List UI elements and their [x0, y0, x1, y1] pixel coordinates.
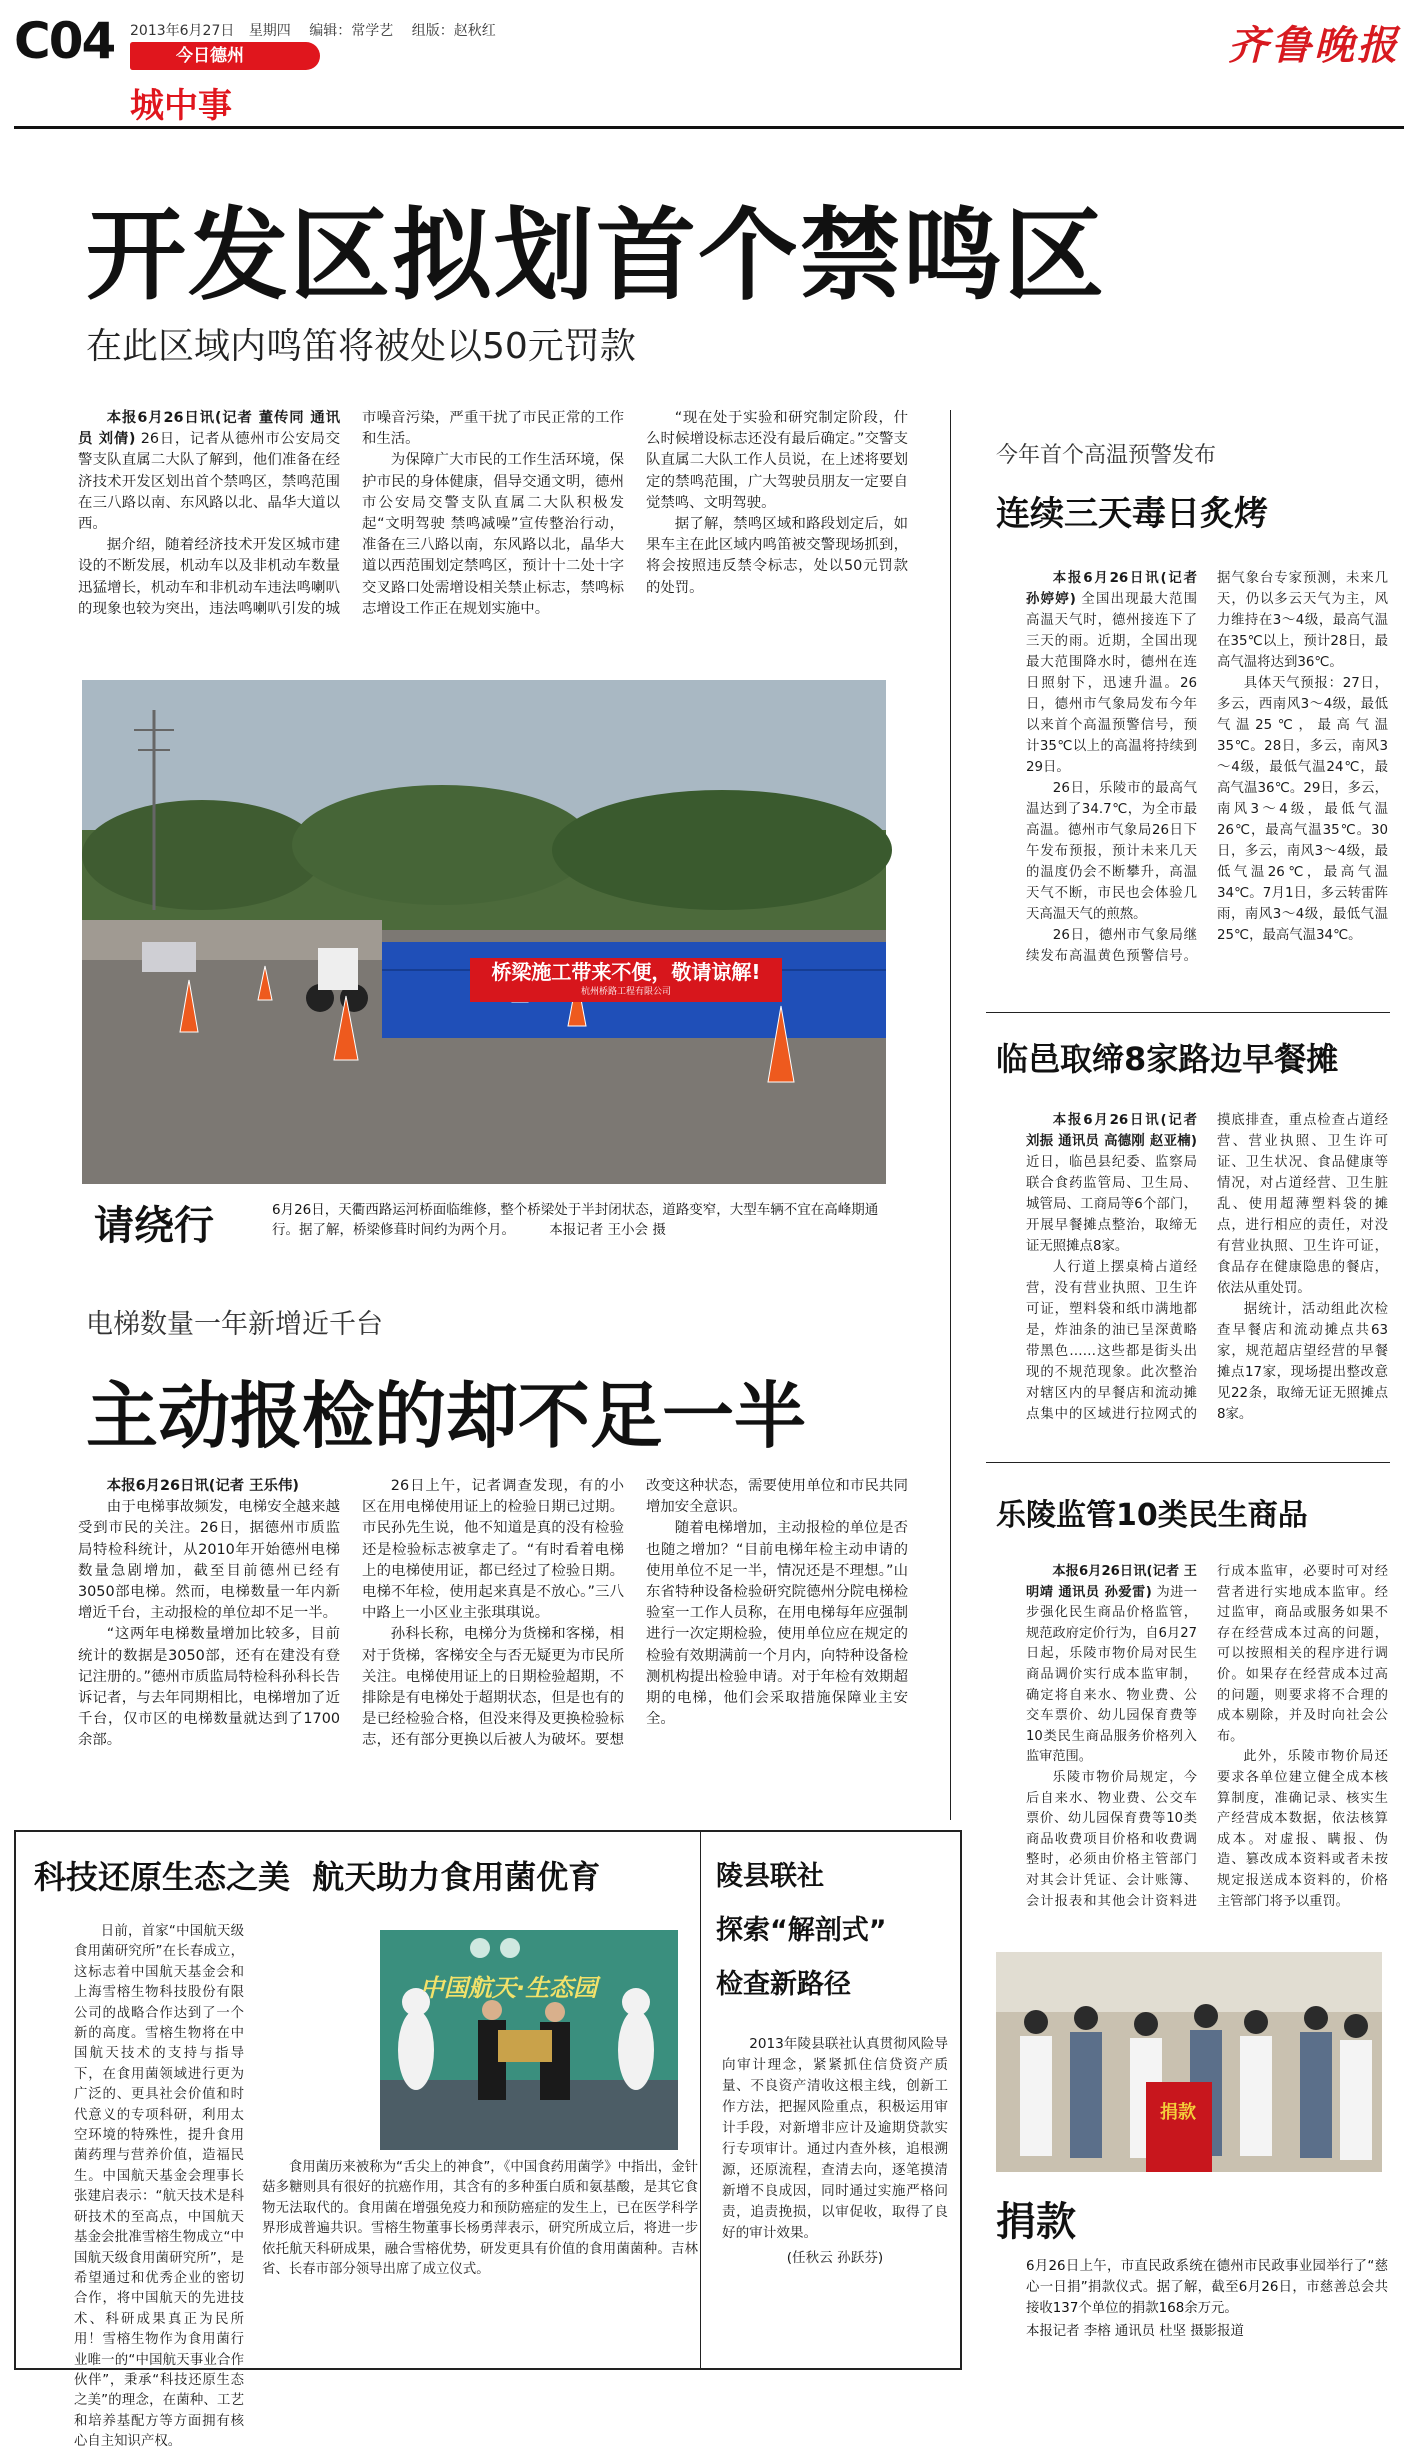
section-title: 城中事 [130, 86, 232, 126]
lingxian-headline-line: 检查新路径 [716, 1969, 851, 2000]
donation-caption-block [1026, 2256, 1388, 2342]
space-body-col1 [74, 1922, 244, 2450]
breakfast-paragraph: 近日，临邑县纪委、监察局联合食药监管局、卫生局、城管局、工商局等6个部门，开展早餐摊点整治，取缔无证无照摊点8家。 [1026, 1155, 1197, 1254]
leling-paragraph: 此外，乐陵市物价局还要求各单位建立健全成本核算制度，准确记录、核实生产经营成本数据，依法核算成本。对虚报、瞒报、伪造、篡改成本资料或者未按规定报送成本资料的，价格主管部门将予以重罚。 [1217, 1749, 1388, 1909]
road-photo-scene [82, 680, 886, 1184]
masthead: 齐鲁晚报 [1228, 22, 1400, 69]
layout-editor: 组版：赵秋红 [411, 23, 496, 39]
lead-paragraph: “现在处于实验和研究制定阶段，什么时候增设标志还没有最后确定。”交警支队直属二大队工作人员说，在上述将要划定的禁鸣范围，广大驾驶员朋友一定要自觉禁鸣、文明驾驶。 [646, 410, 908, 511]
elevator-paragraph: 孙科长称，电梯分为货梯和客梯，相对于货梯，客梯安全与否无疑更为市民所关注。电梯使用证上的日期检验超期，不排除是有电梯处于超期状态，但是也有的是已经检验合格，但没来得及更换检验标志，还有部分更换以后被人为破坏。要想改变这种状态，需要使用单位和市民共同增加安全意识。 [362, 1478, 908, 1749]
heat-paragraph: 具体天气预报：27日，多云，西南风3～4级，最低气温25℃，最高气温35℃。28日，多云，南风3～4级，最低气温24℃，最高气温36℃。29日，多云，南风3～4级，最低气温26℃，最高气温35℃。30日，多云，南风3～4级，最低气温26℃，最高气温34℃。7月1日，多云转雷阵雨，南风3～4级，最低气温25℃，最高气温34℃。 [1217, 676, 1388, 943]
header-meta [130, 20, 496, 40]
lead-paragraph: 据了解，禁鸣区域和路段划定后，如果车主在此区域内鸣笛被交警现场抓到，将会按照违反禁令标志，处以50元罚款的处罚。 [646, 516, 908, 596]
elevator-paragraph: 由于电梯事故频发，电梯安全越来越受到市民的关注。26日，据德州市质监局特检科统计，从2010年开始德州电梯数量急剧增加，截至目前德州已经有3050部电梯。然而，电梯数量一年内新增近千台，主动报检的单位却不足一半。 [78, 1499, 340, 1622]
breakfast-byline: 本报6月26日讯(记者 刘振 通讯员 高德刚 赵亚楠) [1026, 1113, 1197, 1149]
donation-credit: 本报记者 李榕 通讯员 杜坚 摄影报道 [1026, 2324, 1244, 2339]
section-tag-label: 今日德州 [176, 46, 244, 66]
breakfast-headline: 临邑取缔8家路边早餐摊 [996, 1040, 1339, 1078]
space-body-col2 [262, 1922, 698, 2362]
photo-banner-sub: 杭州桥路工程有限公司 [580, 987, 671, 997]
breakfast-paragraph: 人行道上摆桌椅占道经营，没有营业执照、卫生许可证，塑料袋和纸巾满地都是，炸油条的油已呈深黄略带黑色……这些都是街头出现的不规范现象。此次整治对辖区内的早餐店和流动摊点集中的区域进行拉网式的摸底排查，重点检查占道经营、营业执照、卫生许可证、卫生状况、食品健康等情况，对占道经营、卫生脏乱、使用超薄塑料袋的摊点，进行相应的责任，对没有营业执照、卫生许可证，食品存在健康隐患的餐店，依法从重处罚。 [1026, 1113, 1388, 1422]
leling-paragraph: 乐陵市物价局规定，今后自来水、物业费、公交车票价、幼儿园保育费等10类商品收费项目价格和收费调整时，必须由价格主管部门对其会计凭证、会计账簿、会计报表和其他会计资料进行成本监审，必要时可对经营者进行实地成本监审。经过监审，商品或服务如果不存在经营成本过高的问题，可以按照相关的程序进行调价。如果存在经营成本过高的问题，则要求将不合理的成本剔除，并及时向社会公布。 [1026, 1564, 1388, 1909]
lingxian-headline-line: 陵县联社 [716, 1861, 824, 1892]
space-paragraph: 食用菌历来被称为“舌尖上的神食”，《中国食药用菌学》中指出，金针菇多糖则具有很好的抗癌作用，其含有的多种蛋白质和氨基酸，是其它食物无法取代的。食用菌在增强免疫力和预防癌症的发生上，已在医学科学界形成普遍共识。雪榕生物董事长杨勇萍表示，研究所成立后，将进一步依托航天科研成果，融合雪榕优势，研发更具有价值的食用菌菌种。吉林省、长春市部分领导出席了成立仪式。 [262, 2160, 698, 2278]
leling-byline: 本报6月26日讯(记者 王明靖 通讯员 孙爱雷) [1026, 1564, 1197, 1600]
donation-title: 捐款 [996, 2199, 1076, 2245]
section-tag [130, 42, 320, 70]
heat-headline: 连续三天毒日炙烤 [996, 494, 1268, 534]
heat-body [1026, 568, 1388, 988]
elevator-paragraph: 随着电梯增加，主动报检的单位是否也随之增加？“目前电梯年检主动申请的使用单位不足一半，情况还是不理想。”山东省特种设备检验研究院德州分院电梯检验室一工作人员称，在用电梯每年应强制进行一次定期检验，使用单位应在规定的检验有效期满前一个月内，向特种设备检测机构提出检验申请。对于年检有效期超期的电梯，他们会采取措施保障业主安全。 [646, 1520, 908, 1728]
elevator-paragraph: “这两年电梯数量增加比较多，目前统计的数据是3050部，还有在建没有登记注册的。”德州市质监局特检科孙科长告诉记者，与去年同期相比，电梯增加了近千台，仅市区的电梯数量就达到了1700余部。 [78, 1626, 340, 1749]
page-number: C04 [14, 12, 115, 70]
leling-body [1026, 1562, 1388, 1944]
donation-box-label: 捐款 [1160, 2102, 1196, 2123]
editor: 编辑：常学艺 [309, 23, 394, 39]
lead-paragraph: 据介绍，随着经济技术开发区城市建设的不断发展，机动车以及非机动车数量迅猛增长，机动车和非机动车违法鸣喇叭的现象也较为突出，违法鸣喇叭引发的城市噪音污染，严重干扰了市民正常的工作和生活。 [78, 410, 624, 617]
issue-weekday: 星期四 [248, 23, 291, 39]
photo1-title: 请绕行 [94, 1203, 214, 1249]
heat-paragraph: 全国出现最大范围高温天气时，德州接连下了三天的雨。近期，全国出现最大范围降水时，德州在连日照射下，迅速升温。26日，德州市气象局发布今年以来首个高温预警信号，预计35℃以上的高温将持续到29日。 [1026, 592, 1198, 775]
donation-photo [996, 1952, 1382, 2172]
issue-date: 2013年6月27日 [130, 23, 235, 39]
lingxian-credit: (任秋云 孙跃芬) [786, 2250, 884, 2266]
lead-body [78, 408, 908, 640]
lead-headline: 开发区拟划首个禁鸣区 [86, 197, 1106, 314]
elevator-byline: 本报6月26日讯(记者 王乐伟) [106, 1478, 299, 1494]
donation-scene [996, 1952, 1382, 2172]
heat-byline: 本报6月26日讯(记者 孙婷婷) [1026, 571, 1197, 607]
photo-banner [470, 958, 782, 1002]
breakfast-body [1026, 1110, 1388, 1446]
lead-paragraph: 26日，记者从德州市公安局交警支队直属二大队了解到，他们准备在经济技术开发区划出首个禁鸣区，禁鸣范围在三八路以南、东风路以北、晶华大道以西。 [78, 431, 341, 533]
leling-paragraph: 为进一步强化民生商品价格监管，规范政府定价行为，自6月27日起，乐陵市物价局对民生商品调价实行成本监审制，确定将自来水、物业费、公交车票价、幼儿园保育费等10类民生商品服务价格列入监审范围。 [1026, 1584, 1198, 1765]
photo1-caption-block [272, 1200, 886, 1240]
lead-byline: 本报6月26日讯(记者 董传同 通讯员 刘倩) [78, 410, 340, 448]
space-headline: 科技还原生态之美 航天助力食用菌优育 [34, 1858, 601, 1896]
photo-banner-text: 桥梁施工带来不便，敬请谅解! [491, 960, 761, 984]
photo1-caption: 6月26日，天衢西路运河桥面临维修，整个桥梁处于半封闭状态，道路变窄，大型车辆不宜在高峰期通行。据了解，桥梁修葺时间约为两个月。 [272, 1202, 879, 1238]
elevator-headline: 主动报检的却不足一半 [86, 1374, 807, 1458]
heat-paragraph: 26日，德州市气象局继续发布高温黄色预警信号。据气象台专家预测，未来几天，仍以多云天气为主，风力维持在3～4级，最高气温在35℃以上，预计28日，最高气温将达到36℃。 [1026, 571, 1388, 964]
heat-kicker: 今年首个高温预警发布 [996, 443, 1217, 468]
breakfast-paragraph: 据统计，活动组此次检查早餐店和流动摊点共63家，规范超店望经营的早餐摊点17家，现场提出整改意见22条，取缔无证无照摊点8家。 [1217, 1302, 1388, 1422]
donation-caption: 6月26日上午，市直民政系统在德州市民政事业园举行了“慈心一日捐”捐款仪式。据了解，截至6月26日，市慈善总会共接收137个单位的捐款168余万元。 [1026, 2259, 1388, 2316]
elevator-body [78, 1476, 908, 1806]
lingxian-headline-line: 探索“解剖式” [716, 1915, 887, 1946]
lead-paragraph: 为保障广大市民的工作生活环境，保护市民的身体健康，倡导交通文明，德州市公安局交警支队直属二大队积极发起“文明驾驶 禁鸣减噪”宣传整治行动，准备在三八路以南，东风路以北，晶华大道以西范围划定禁鸣区，预计十二处十字交叉路口处需增设相关禁止标志，禁鸣标志增设工作正在规划实施中。 [362, 452, 624, 617]
lingxian-headline [716, 1850, 956, 2012]
heat-paragraph: 26日，乐陵市的最高气温达到了34.7℃，为全市最高温。德州市气象局26日下午发布预报，预计未来几天的温度仍会不断攀升，高温天气不断，市民也会体验几天高温天气的煎熬。 [1026, 781, 1197, 922]
photo1-credit: 本报记者 王小会 摄 [549, 1222, 666, 1238]
lingxian-body [722, 2034, 948, 2269]
elevator-kicker: 电梯数量一年新增近千台 [86, 1309, 383, 1340]
elevator-paragraph: 26日上午，记者调查发现，有的小区在用电梯使用证上的检验日期已过期。市民孙先生说，他不知道是真的没有检验还是检验标志被拿走了。“有时看着电梯上的电梯使用证，都已经过了检验日期。电梯不年检，使用起来真是不放心。”三八中路上一小区业主张琪琪说。 [362, 1478, 624, 1622]
space-paragraph: 日前，首家“中国航天级食用菌研究所”在长春成立，这标志着中国航天基金会和上海雪榕生物科技股份有限公司的战略合作达到了一个新的高度。雪榕生物将在中国航天技术的支持与指导下，在食用菌领域进行更为广泛的、更具社会价值和时代意义的专项科研，利用太空环境的特殊性，提升食用菌药理与营养价值，造福民生。中国航天基金会理事长张建启表示：“航天技术是科研技术的至高点，中国航天基金会批准雪榕生物成立“中国航天级食用菌研究所”，是希望通过和优秀企业的密切合作，将中国航天的先进技术、科研成果真正为民所用！雪榕生物作为食用菌行业唯一的“中国航天事业合作伙伴”，秉承“科技还原生态之美”的理念，在菌种、工艺和培养基配方等方面拥有核心自主知识产权。 [74, 1924, 244, 2450]
leling-headline: 乐陵监管10类民生商品 [996, 1498, 1308, 1533]
lead-subhead: 在此区域内鸣笛将被处以50元罚款 [86, 326, 636, 367]
lingxian-paragraph: 2013年陵县联社认真贯彻风险导向审计理念，紧紧抓住信贷资产质量、不良资产清收这根主线，创新工作方法，把握风险重点，积极运用审计手段，对新增非应计及逾期贷款实行专项审计。通过内查外核，追根溯源，还原流程，查清去向，逐笔摸清新增不良成因，同时通过实施严格问责，追责挽损，以审促收，取得了良好的审计效果。 [722, 2036, 948, 2241]
ceremony-banner-text: 中国航天·生态园 [420, 1974, 598, 2002]
road-photo [82, 680, 886, 1184]
